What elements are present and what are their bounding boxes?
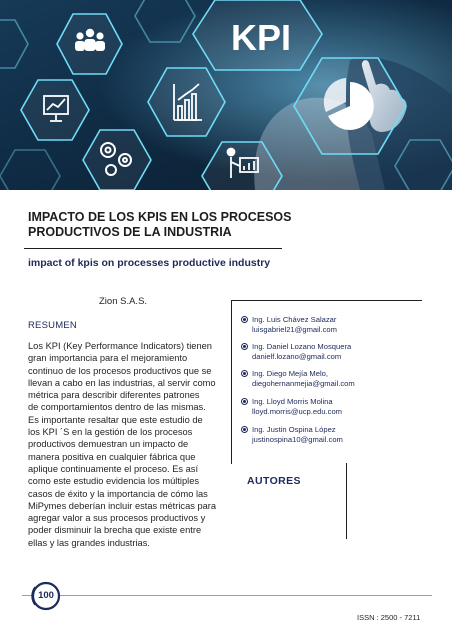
abstract-line: ellas y las grandes industrias. — [28, 537, 150, 548]
bullet-icon — [241, 343, 248, 350]
author-item — [241, 369, 355, 389]
abstract-line: métrica para describir diferentes patrones — [28, 390, 200, 401]
header-banner-image — [0, 0, 452, 190]
bullet-icon — [241, 398, 248, 405]
abstract-line: Los KPI (Key Performance Indicators) tienen — [28, 341, 212, 351]
footer-divider — [22, 595, 432, 596]
author-name: Ing. Diego Mejía Melo, — [252, 369, 328, 378]
title-line-1: IMPACTO DE LOS KPIS EN LOS PROCESOS — [28, 210, 292, 224]
authors-heading: AUTORES — [247, 475, 301, 487]
abstract-line: productivos demuestran un impacto de — [28, 439, 189, 450]
abstract-line: MiPymes deberían incluir estas métricas para — [28, 500, 217, 511]
author-email[interactable]: danielf.lozano@gmail.com — [252, 352, 342, 361]
article-title — [28, 210, 328, 240]
abstract-line: manera positiva en cualquier fábrica que — [28, 451, 196, 462]
author-name: Ing. Lloyd Morris Molina — [252, 397, 333, 406]
abstract-line: poder disminuir la brecha que existe entre — [28, 525, 202, 536]
abstract-line: casos de éxito y la importancia de cómo las — [28, 488, 208, 499]
author-email[interactable]: diegohernanmejia@gmail.com — [252, 379, 355, 388]
resumen-heading: RESUMEN — [28, 320, 77, 331]
bullet-icon — [241, 370, 248, 377]
abstract-line: los KPI ´S en la gestión de los procesos — [28, 427, 193, 438]
title-line-2: PRODUCTIVOS DE LA INDUSTRIA — [28, 225, 232, 239]
bullet-icon — [241, 426, 248, 433]
authors-frame-tail — [346, 463, 347, 539]
abstract-line: aplique continuamente el proceso. Es así — [28, 463, 199, 474]
title-divider — [24, 248, 282, 249]
abstract-line: agregar valor a sus procesos productivos y — [28, 513, 206, 524]
abstract-line: continuo de los procesos productivos que se — [28, 365, 212, 376]
author-name: Ing. Justin Ospina López — [252, 425, 336, 434]
author-item — [241, 425, 343, 445]
abstract-line: como este estudio evidencia los múltiples — [28, 476, 200, 487]
english-subtitle: impact of kpis on processes productive industry — [28, 257, 271, 269]
author-item — [241, 397, 342, 417]
author-email[interactable]: justinospina10@gmail.com — [252, 435, 343, 444]
page-number: 100 — [38, 590, 54, 601]
abstract-text — [28, 340, 233, 549]
author-email[interactable]: lloyd.morris@ucp.edu.com — [252, 407, 343, 416]
abstract-line: gran importancia para el mejoramiento — [28, 353, 188, 364]
author-item — [241, 315, 337, 335]
abstract-line: de comportamientos dentro de las mismas. — [28, 402, 206, 413]
author-item — [241, 342, 351, 362]
author-name: Ing. Daniel Lozano Mosquera — [252, 342, 352, 351]
issn-label: ISSN : 2500 - 7211 — [357, 613, 421, 622]
author-email[interactable]: luisgabriel21@gmail.com — [252, 325, 337, 334]
abstract-line: llevan a cabo en las industrias, al servir como — [28, 377, 216, 388]
kpi-label: KPI — [231, 17, 292, 58]
bullet-icon — [241, 316, 248, 323]
author-name: Ing. Luis Chávez Salazar — [252, 315, 337, 324]
abstract-line: Es importante resaltar que este estudio de — [28, 414, 203, 425]
company-name: Zion S.A.S. — [99, 296, 148, 307]
